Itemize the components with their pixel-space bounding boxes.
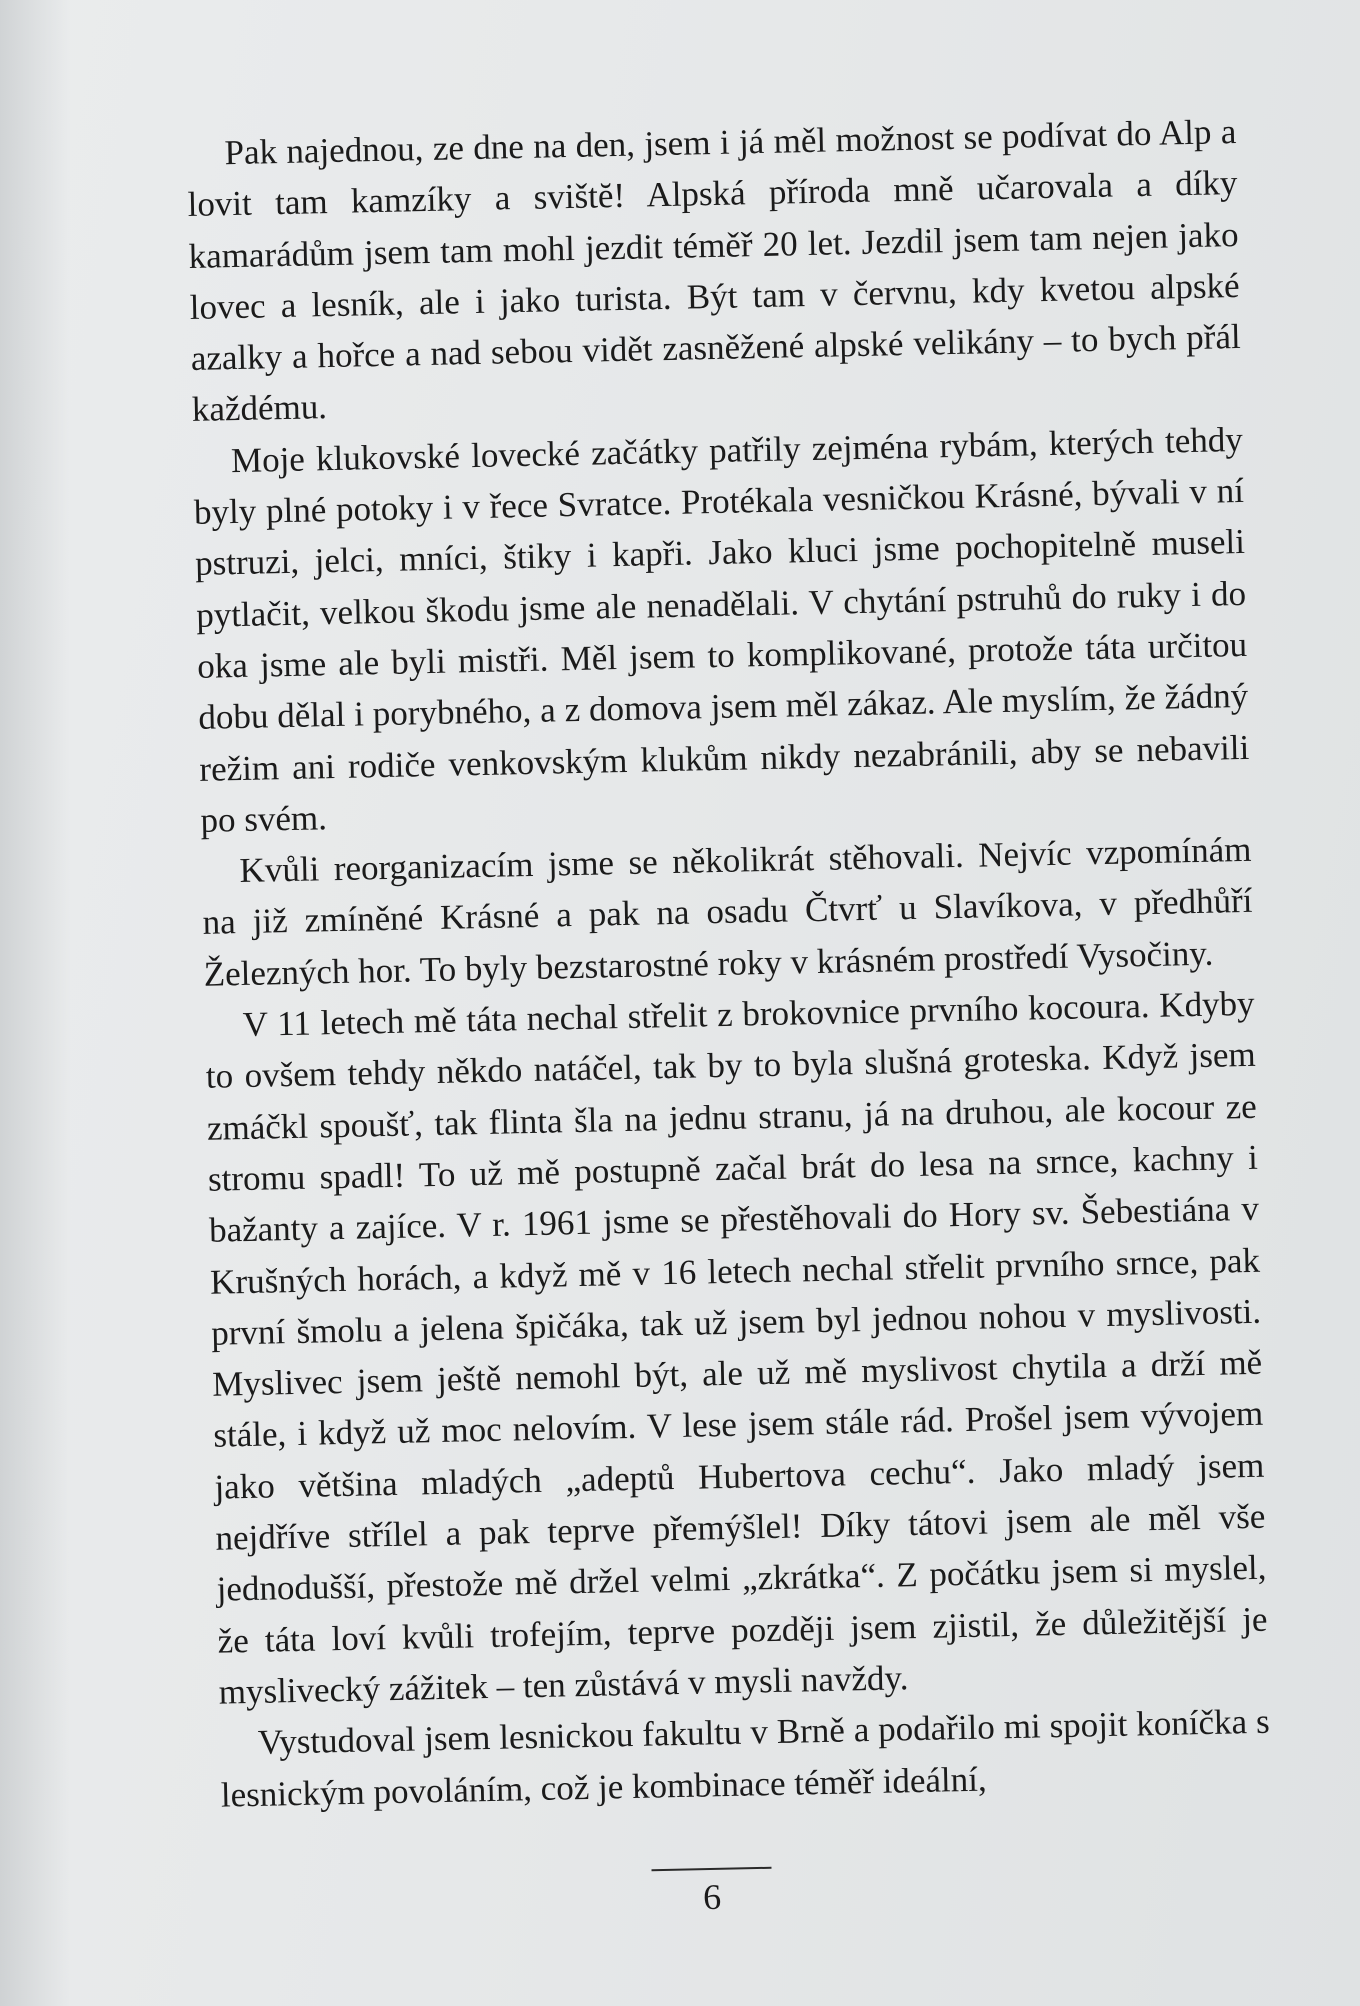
paragraph: V 11 letech mě táta nechal střelit z brokovnice prvního kocoura. Kdyby to ovšem tehdy někdo natáčel, tak by to byla slušná groteska. Když jsem zmáčkl spoušť, tak flinta šla na jednu stranu, já na druhou, ale kocour ze stromu spadl! To už mě postupně začal brát do lesa na srnce, kachny i bažanty a zajíce. V r. 1961 jsme se přestěhovali do Hory sv. Šebestiána v Krušných horách, a když mě v 16 letech nechal střelit prvního srnce, pak první šmolu a jelena špičáka, tak už jsem byl jednou nohou v myslivosti. Myslivec jsem ještě nemohl být, ale už mě myslivost chytila a drží mě stále, i když už moc nelovím. V lese jsem stále rád. Prošel jsem vývojem jako většina mladých „adeptů Hubertova cechu“. Jako mladý jsem nejdříve střílel a pak teprve přemýšlel! Díky tátovi jsem ale měl vše jednodušší, přestože mě držel velmi „zkrátka“. Z počátku jsem si myslel, že táta loví kvůli trofejím, teprve později jsem zjistil, že důležitější je myslivecký zážitek – ten zůstává v mysli navždy. [205, 983, 1268, 1712]
paragraph: Kvůli reorganizacím jsme se několikrát stěhovali. Nejvíc vzpomínám na již zmíněné Krásné a pak na osadu Čtvrť u Slavíkova, v předhůří Železných hor. To byly bezstarostné roky v krásném prostředí Vysočiny. [202, 830, 1253, 994]
paragraph: Vystudoval jsem lesnickou fakultu v Brně a podařilo mi spojit koníčka s lesnickým povoláním, což je kombinace téměř ideální, [220, 1701, 1271, 1815]
page-footer [651, 1867, 772, 1920]
paragraph: Pak najednou, ze dne na den, jsem i já měl možnost se podívat do Alp a lovit tam kamzíky a svištĕ! Alpská příroda mně učarovala a díky kamarádům jsem tam mohl jezdit téměř 20 let. Jezdil jsem tam nejen jako lovec a lesník, ale i jako turista. Být tam v červnu, kdy kvetou alpské azalky a hořce a nad sebou vidět zasněžené alpské velikány – to bych přál každému. [187, 112, 1242, 430]
footer-rule [651, 1867, 771, 1872]
paragraph: Moje klukovské lovecké začátky patřily zejména rybám, kterých tehdy byly plné potoky i v řece Svratce. Protékala vesničkou Krásné, bývali v ní pstruzi, jelci, mníci, štiky i kapři. Jako kluci jsme pochopitelně museli pytlačit, velkou škodu jsme ale nenadělali. V chytání pstruhů do ruky i do oka jsme ale byli mistři. Měl jsem to komplikované, protože táta určitou dobu dělal i porybného, a z domova jsem měl zákaz. Ale myslím, že žádný režim ani rodiče venkovským klukům nikdy nezabránili, aby se nebavili po svém. [193, 419, 1250, 840]
spine-shadow [0, 0, 70, 2006]
page-number: 6 [702, 1876, 722, 1918]
body-text [186, 106, 1271, 1820]
